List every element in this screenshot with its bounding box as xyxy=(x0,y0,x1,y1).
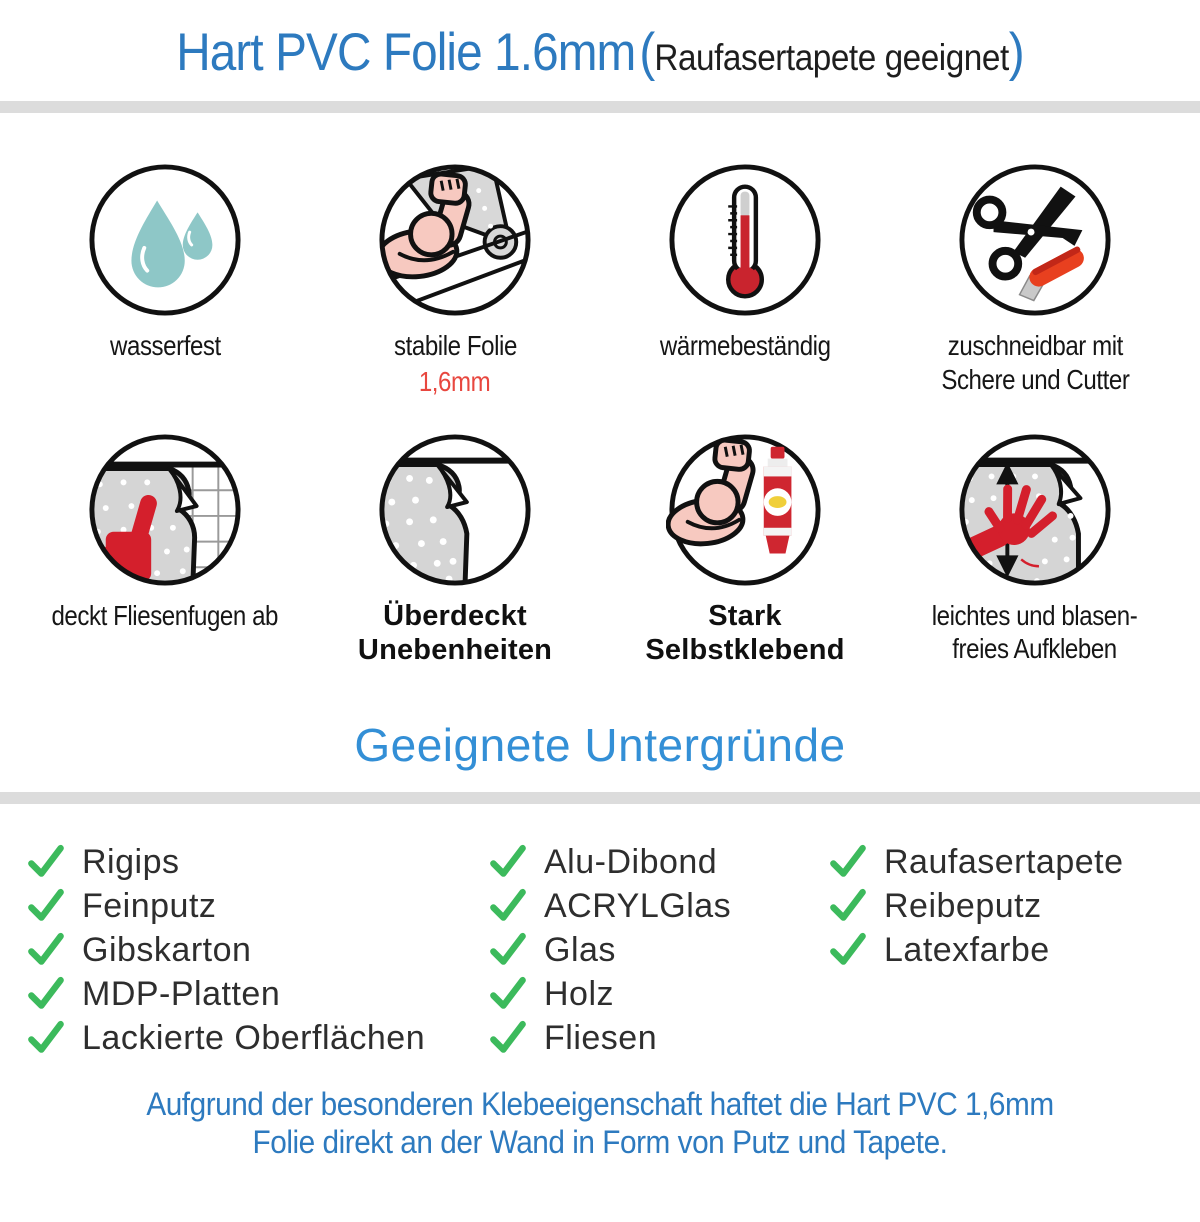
checkmark-icon xyxy=(488,1018,528,1058)
footer-line-2: Folie direkt an der Wand in Form von Putz und Tapete. xyxy=(252,1123,948,1160)
feature-sublabel-red: 1,6mm xyxy=(419,365,491,397)
feature-stabile-folie xyxy=(310,113,600,398)
feature-label: Überdeckt xyxy=(383,599,527,632)
checkmark-icon xyxy=(488,930,528,970)
thumb-tiles-icon xyxy=(86,431,244,589)
checkmark-icon xyxy=(488,974,528,1014)
footer-line-1: Aufgrund der besonderen Klebeeigenschaft haftet die Hart PVC 1,6mm xyxy=(146,1086,1054,1123)
list-item xyxy=(26,840,488,884)
muscle-foil-icon xyxy=(376,161,534,319)
title-note: Raufasertapete geeignet xyxy=(654,37,1009,78)
feature-ueberdeckt-unebenheiten xyxy=(310,431,600,669)
list-item-label: Holz xyxy=(544,974,615,1013)
list-item-label: Reibeputz xyxy=(884,886,1042,925)
page-title xyxy=(60,22,1140,83)
title-paren-open: ( xyxy=(639,23,655,82)
feature-stark-selbstklebend xyxy=(600,431,890,669)
hand-press-icon xyxy=(956,431,1114,589)
title-main: Hart PVC Folie 1.6mm xyxy=(176,23,636,82)
checkmark-icon xyxy=(828,842,868,882)
list-item xyxy=(488,1016,828,1060)
feature-grid xyxy=(0,113,1200,668)
list-item xyxy=(488,928,828,972)
list-item xyxy=(26,928,488,972)
dotted-foil-icon xyxy=(376,431,534,589)
list-item xyxy=(26,1016,488,1060)
water-drops-icon xyxy=(86,161,244,319)
list-item xyxy=(488,884,828,928)
feature-label: wasserfest xyxy=(109,330,221,361)
checkmark-icon xyxy=(828,886,868,926)
list-item xyxy=(488,840,828,884)
feature-deckt-fliesenfugen xyxy=(20,431,310,669)
list-item-label: Rigips xyxy=(82,842,180,881)
list-item-label: Raufasertapete xyxy=(884,842,1124,881)
feature-waermebestaendig xyxy=(600,113,890,398)
muscle-glue-icon xyxy=(666,431,824,589)
list-item xyxy=(828,928,1200,972)
feature-label: deckt Fliesenfugen ab xyxy=(51,599,279,631)
checkmark-icon xyxy=(828,930,868,970)
checkmark-icon xyxy=(26,886,66,926)
feature-label-2: Schere und Cutter xyxy=(940,363,1130,395)
section-heading: Geeignete Untergründe xyxy=(354,719,846,772)
feature-label: leichtes und blasen- xyxy=(932,599,1138,631)
divider-top xyxy=(0,101,1200,113)
feature-zuschneidbar xyxy=(890,113,1180,398)
list-item-label: Alu-Dibond xyxy=(544,842,718,881)
feature-leichtes-aufkleben xyxy=(890,431,1180,669)
feature-label-2: freies Aufkleben xyxy=(952,633,1118,665)
feature-label: stabile Folie xyxy=(393,330,517,361)
feature-label-2: Selbstklebend xyxy=(645,634,845,667)
checklist-column-1 xyxy=(26,840,488,1060)
list-item-label: Latexfarbe xyxy=(884,930,1050,969)
feature-wasserfest xyxy=(20,113,310,398)
list-item-label: Fliesen xyxy=(544,1018,658,1057)
list-item xyxy=(26,884,488,928)
checkmark-icon xyxy=(26,842,66,882)
list-item-label: ACRYLGlas xyxy=(544,886,732,925)
subsurface-checklist xyxy=(0,840,1200,1060)
checkmark-icon xyxy=(26,930,66,970)
checkmark-icon xyxy=(488,886,528,926)
list-item xyxy=(26,972,488,1016)
list-item xyxy=(828,884,1200,928)
checkmark-icon xyxy=(488,842,528,882)
checkmark-icon xyxy=(26,1018,66,1058)
list-item-label: Gibskarton xyxy=(82,930,252,969)
feature-label: zuschneidbar mit xyxy=(947,330,1123,361)
feature-label: Stark xyxy=(708,599,782,632)
checklist-column-3 xyxy=(828,840,1200,1060)
checklist-column-2 xyxy=(488,840,828,1060)
title-paren-close: ) xyxy=(1008,23,1024,82)
list-item-label: Glas xyxy=(544,930,616,969)
list-item-label: Feinputz xyxy=(82,886,217,925)
list-item xyxy=(488,972,828,1016)
checkmark-icon xyxy=(26,974,66,1014)
scissors-cutter-icon xyxy=(956,161,1114,319)
feature-label-2: Unebenheiten xyxy=(357,634,553,667)
list-item-label: Lackierte Oberflächen xyxy=(82,1018,426,1057)
list-item-label: MDP-Platten xyxy=(82,974,281,1013)
feature-label: wärmebeständig xyxy=(659,330,831,361)
list-item xyxy=(828,840,1200,884)
footer-note xyxy=(0,1086,1200,1162)
thermometer-icon xyxy=(666,161,824,319)
divider-mid xyxy=(0,792,1200,804)
